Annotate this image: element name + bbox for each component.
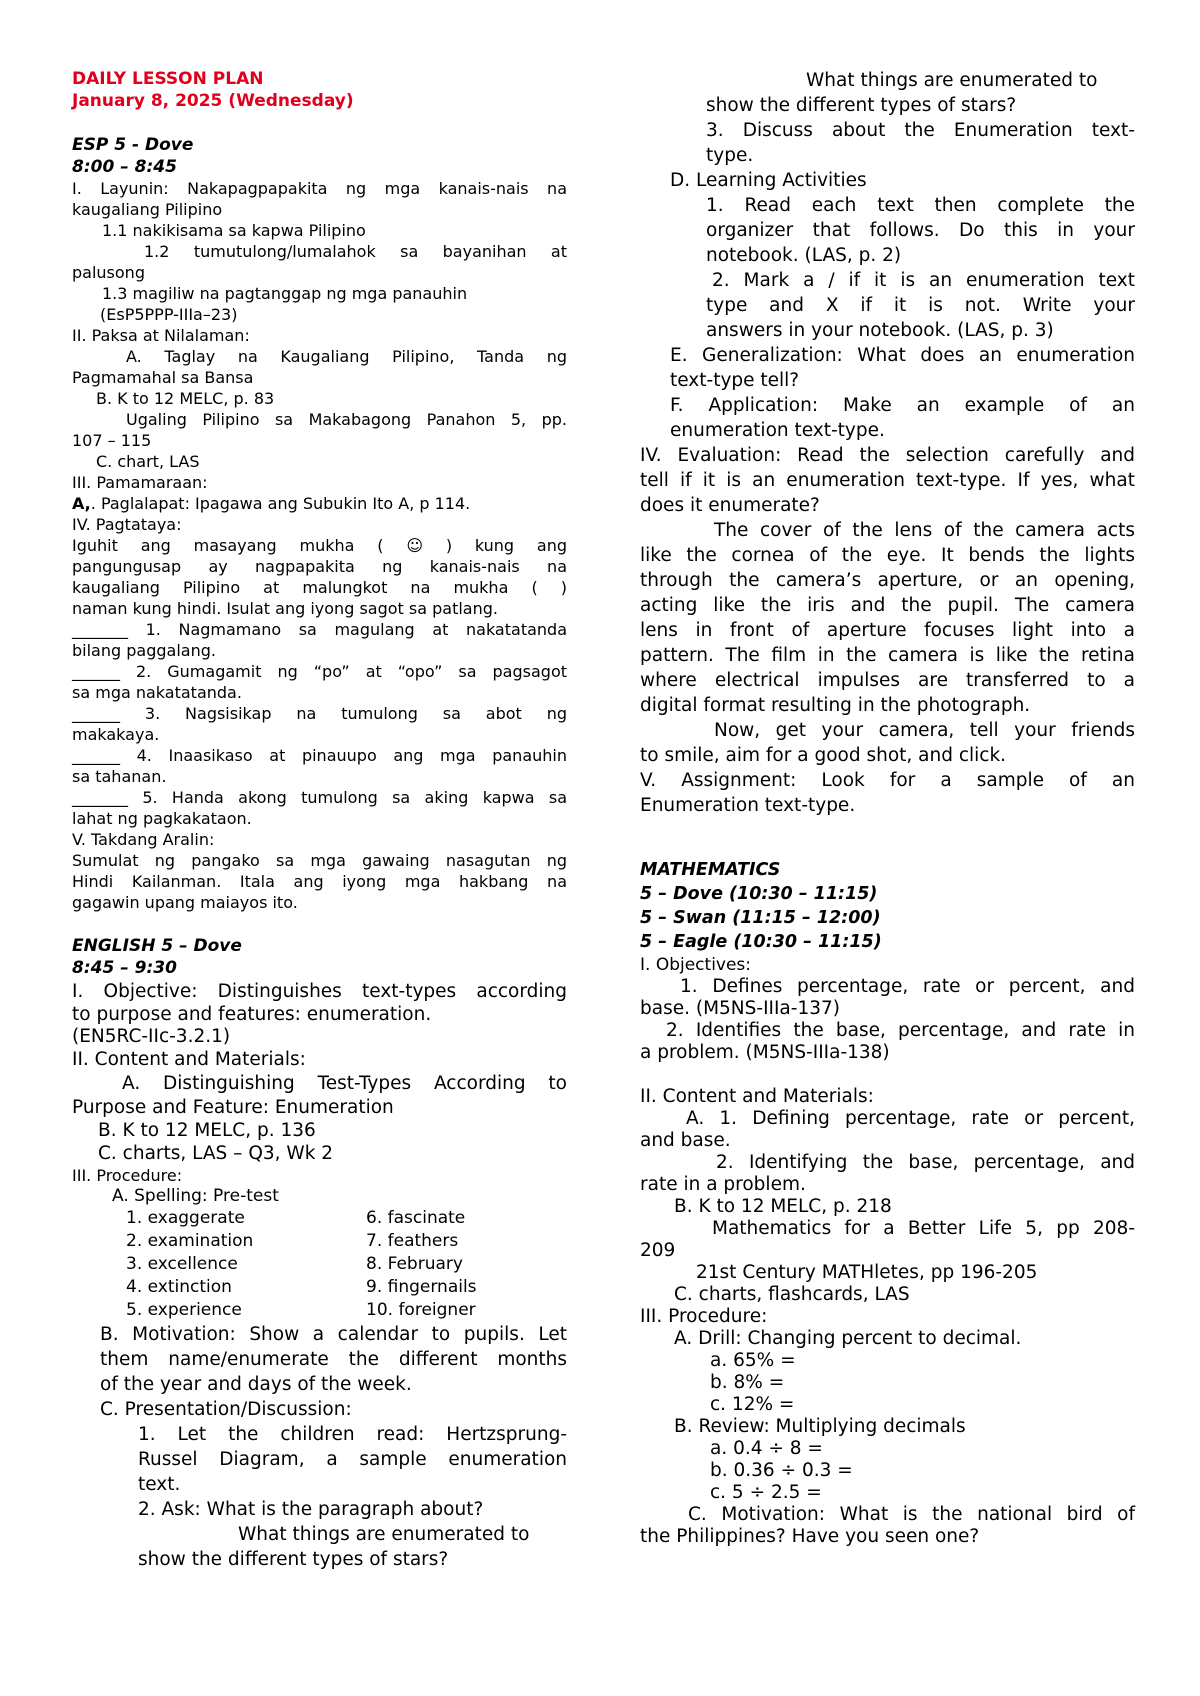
english-pres-2: 2. Ask: What is the paragraph about? — [138, 1499, 484, 1520]
english-content-a-cont: Purpose and Feature: Enumeration — [72, 1097, 394, 1118]
spelling-word: 8. February — [366, 1254, 463, 1274]
math-review-item: c. 5 ÷ 2.5 = — [710, 1482, 822, 1503]
spelling-word: 1. exaggerate — [126, 1208, 245, 1228]
esp-assignment-3: gagawin upang maiayos ito. — [72, 893, 298, 912]
esp-topic-b: B. K to 12 MELC, p. 83 — [96, 389, 275, 408]
esp-eval-text-1: Iguhit ang masayang mukha ( ☺ ) kung ang — [72, 536, 567, 555]
english-evaluation-b: tell if it is an enumeration text-type. If yes, what — [640, 470, 1135, 491]
passage-line: where electrical impulses are transferred to a — [640, 670, 1135, 691]
english-pres-1c: text. — [138, 1474, 181, 1495]
math-review-item: a. 0.4 ÷ 8 = — [710, 1438, 823, 1459]
math-section: 5 – Swan (11:15 – 12:00) — [640, 908, 881, 928]
math-drill: A. Drill: Changing percent to decimal. — [674, 1328, 1022, 1349]
passage-line: The cover of the lens of the camera acts — [714, 520, 1135, 541]
english-generalization: E. Generalization: What does an enumeration — [670, 345, 1135, 366]
english-code: (EN5RC-IIc-3.2.1) — [72, 1026, 231, 1047]
esp-obj-1-2: 1.2 tumutulong/lumalahok sa bayanihan at — [144, 242, 567, 261]
esp-item-2-cont: sa mga nakatatanda. — [72, 683, 242, 702]
math-obj-1: 1. Defines percentage, rate or percent, and — [680, 976, 1135, 997]
esp-assignment-2: Hindi Kailanman. Itala ang iyong mga hakbang na — [72, 872, 567, 891]
english-presentation: C. Presentation/Discussion: — [100, 1399, 352, 1420]
passage-line: lens in front of aperture focuses light into a — [640, 620, 1135, 641]
passage2-line: to smile, aim for a good shot, and click. — [640, 745, 1007, 766]
esp-topic-c: C. chart, LAS — [96, 452, 200, 471]
math-content-b: B. K to 12 MELC, p. 218 — [674, 1196, 892, 1217]
plan-date: January 8, 2025 (Wednesday) — [72, 91, 354, 111]
english-motivation-2: them name/enumerate the different months — [100, 1349, 567, 1370]
english-content: II. Content and Materials: — [72, 1049, 306, 1070]
esp-eval-text-4: naman kung hindi. Isulat ang iyong sagot sa patlang. — [72, 599, 498, 618]
spelling-word: 6. fascinate — [366, 1208, 466, 1228]
passage-line: pattern. The film in the camera is like the retina — [640, 645, 1135, 666]
english-motivation-1: B. Motivation: Show a calendar to pupils. Let — [100, 1324, 567, 1345]
esp-topic: II. Paksa at Nilalaman: — [72, 326, 250, 345]
math-content-a1: A. 1. Defining percentage, rate or percent, — [686, 1108, 1135, 1129]
english-application: F. Application: Make an example of an — [670, 395, 1135, 416]
esp-topic-a: A. Taglay na Kaugaliang Pilipino, Tanda ng — [126, 347, 567, 366]
math-objectives: I. Objectives: — [640, 955, 752, 975]
english-pres-1: 1. Let the children read: Hertzsprung- — [138, 1424, 567, 1445]
math-subject: MATHEMATICS — [640, 860, 781, 880]
esp-item-1-cont: bilang paggalang. — [72, 641, 216, 660]
english-act-2b: type and X if it is not. Write your — [706, 295, 1135, 316]
spelling-word: 5. experience — [126, 1300, 242, 1320]
esp-proc-a — [72, 493, 567, 514]
english-pres-3b: type. — [706, 145, 754, 166]
english-objective: I. Objective: Distinguishes text-types according — [72, 981, 567, 1002]
math-obj-2b: a problem. (M5NS-IIIa-138) — [640, 1042, 890, 1063]
math-content-a1b: and base. — [640, 1130, 731, 1151]
math-content-b2: Mathematics for a Better Life 5, pp 208- — [712, 1218, 1135, 1239]
math-section: 5 – Dove (10:30 – 11:15) — [640, 884, 878, 904]
math-motivation-b: the Philippines? Have you seen one? — [640, 1526, 980, 1547]
esp-assignment: V. Takdang Aralin: — [72, 830, 215, 849]
esp-eval-text-3: kaugaliang Pilipino at malungkot na mukha ( ) — [72, 578, 567, 597]
esp-procedure: III. Pamamaraan: — [72, 473, 208, 492]
english-act-2c: answers in your notebook. (LAS, p. 3) — [706, 320, 1054, 341]
esp-item-2: ______ 2. Gumagamit ng “po” at “opo” sa pagsagot — [72, 662, 567, 681]
esp-item-4-cont: sa tahanan. — [72, 767, 167, 786]
passage-line: digital format resulting in the photograph. — [640, 695, 1031, 716]
math-motivation: C. Motivation: What is the national bird of — [688, 1504, 1135, 1525]
passage2-line: Now, get your camera, tell your friends — [714, 720, 1135, 741]
esp-assignment-1: Sumulat ng pangako sa mga gawaing nasagutan ng — [72, 851, 567, 870]
spelling-word: 3. excellence — [126, 1254, 238, 1274]
english-evaluation: IV. Evaluation: Read the selection carefully and — [640, 445, 1135, 466]
english-act-2: 2. Mark a / if it is an enumeration text — [712, 270, 1135, 291]
esp-obj-1-1: 1.1 nakikisama sa kapwa Pilipino — [102, 221, 366, 240]
english-content-c: C. charts, LAS – Q3, Wk 2 — [98, 1143, 334, 1164]
esp-eval: IV. Pagtataya: — [72, 515, 182, 534]
english-pres-1b: Russel Diagram, a sample enumeration — [138, 1449, 567, 1470]
english-objective-cont: to purpose and features: enumeration. — [72, 1004, 432, 1025]
english-assignment-b: Enumeration text-type. — [640, 795, 856, 816]
math-drill-item: a. 65% = — [710, 1350, 796, 1371]
esp-item-3: ______ 3. Nagsisikap na tumulong sa abot ng — [72, 704, 567, 723]
esp-topic-a-cont: Pagmamahal sa Bansa — [72, 368, 254, 387]
math-obj-1b: base. (M5NS-IIIa-137) — [640, 998, 840, 1019]
esp-item-4: ______ 4. Inaasikaso at pinauupo ang mga panauhin — [72, 746, 567, 765]
right-column — [640, 68, 1135, 1548]
passage-line: through the camera’s aperture, or an opening, — [640, 570, 1135, 591]
math-drill-item: c. 12% = — [710, 1394, 795, 1415]
esp-topic-b2-cont: 107 – 115 — [72, 431, 152, 450]
english-pres-3: 3. Discuss about the Enumeration text- — [706, 120, 1135, 141]
math-review: B. Review: Multiplying decimals — [674, 1416, 966, 1437]
english-application-b: enumeration text-type. — [670, 420, 885, 441]
spelling-word: 9. fingernails — [366, 1277, 477, 1297]
english-r-pres-2c: show the different types of stars? — [706, 95, 1017, 116]
esp-eval-text-2: pangungusap ay nagpapakita ng kanais-nais na — [72, 557, 567, 576]
english-pres-2b: What things are enumerated to — [238, 1524, 530, 1545]
english-subject: ENGLISH 5 – Dove — [72, 936, 242, 956]
english-activities: D. Learning Activities — [670, 170, 867, 191]
esp-subject: ESP 5 - Dove — [72, 135, 194, 155]
english-content-b: B. K to 12 MELC, p. 136 — [98, 1120, 316, 1141]
english-spelling: A. Spelling: Pre-test — [112, 1186, 279, 1206]
esp-proc-a-letter: A, — [72, 494, 91, 513]
english-time: 8:45 – 9:30 — [72, 958, 177, 978]
spelling-list — [72, 1207, 567, 1322]
math-content-b2b: 209 — [640, 1240, 676, 1261]
esp-proc-a-text: . Paglalapat: Ipagawa ang Subukin Ito A, p 114. — [90, 494, 471, 513]
english-act-1b: organizer that follows. Do this in your — [706, 220, 1135, 241]
english-motivation-3: of the year and days of the week. — [100, 1374, 412, 1395]
english-generalization-b: text-type tell? — [670, 370, 800, 391]
math-content-c: C. charts, flashcards, LAS — [674, 1284, 910, 1305]
math-content: II. Content and Materials: — [640, 1086, 874, 1107]
esp-objective: I. Layunin: Nakapagpapakita ng mga kanais-nais na — [72, 179, 567, 198]
esp-item-3-cont: makakaya. — [72, 725, 160, 744]
math-content-a2b: rate in a problem. — [640, 1174, 806, 1195]
spelling-word: 10. foreigner — [366, 1300, 476, 1320]
english-evaluation-c: does it enumerate? — [640, 495, 820, 516]
esp-topic-b2: Ugaling Pilipino sa Makabagong Panahon 5, pp. — [126, 410, 567, 429]
passage-line: like the cornea of the eye. It bends the lights — [640, 545, 1135, 566]
english-content-a: A. Distinguishing Test-Types According to — [122, 1073, 567, 1094]
math-review-item: b. 0.36 ÷ 0.3 = — [710, 1460, 853, 1481]
math-content-b3: 21st Century MATHletes, pp 196-205 — [696, 1262, 1038, 1283]
esp-obj-1-2-cont: palusong — [72, 263, 145, 282]
esp-item-5-cont: lahat ng pagkakataon. — [72, 809, 252, 828]
plan-title: DAILY LESSON PLAN — [72, 69, 264, 89]
spelling-word: 2. examination — [126, 1231, 254, 1251]
esp-obj-1-3: 1.3 magiliw na pagtanggap ng mga panauhin — [102, 284, 468, 303]
math-content-a2: 2. Identifying the base, percentage, and — [716, 1152, 1135, 1173]
math-procedure: III. Procedure: — [640, 1306, 768, 1327]
spelling-word: 7. feathers — [366, 1231, 459, 1251]
passage-line: acting like the iris and the pupil. The camera — [640, 595, 1135, 616]
english-pres-2c: show the different types of stars? — [138, 1549, 449, 1570]
esp-item-1: _______ 1. Nagmamano sa magulang at nakatatanda — [72, 620, 567, 639]
left-column — [72, 68, 567, 1572]
esp-time: 8:00 – 8:45 — [72, 157, 177, 177]
english-r-pres-2b: What things are enumerated to — [806, 70, 1098, 91]
english-assignment: V. Assignment: Look for a sample of an — [640, 770, 1135, 791]
english-procedure: III. Procedure: — [72, 1166, 183, 1185]
english-act-1: 1. Read each text then complete the — [706, 195, 1135, 216]
math-obj-2: 2. Identifies the base, percentage, and rate in — [666, 1020, 1135, 1041]
spelling-word: 4. extinction — [126, 1277, 232, 1297]
english-act-1c: notebook. (LAS, p. 2) — [706, 245, 902, 266]
math-drill-item: b. 8% = — [710, 1372, 785, 1393]
esp-item-5: _______ 5. Handa akong tumulong sa aking kapwa sa — [72, 788, 567, 807]
esp-objective-cont: kaugaliang Pilipino — [72, 200, 223, 219]
esp-code: (EsP5PPP-IIIa–23) — [100, 305, 238, 324]
math-section: 5 – Eagle (10:30 – 11:15) — [640, 932, 882, 952]
